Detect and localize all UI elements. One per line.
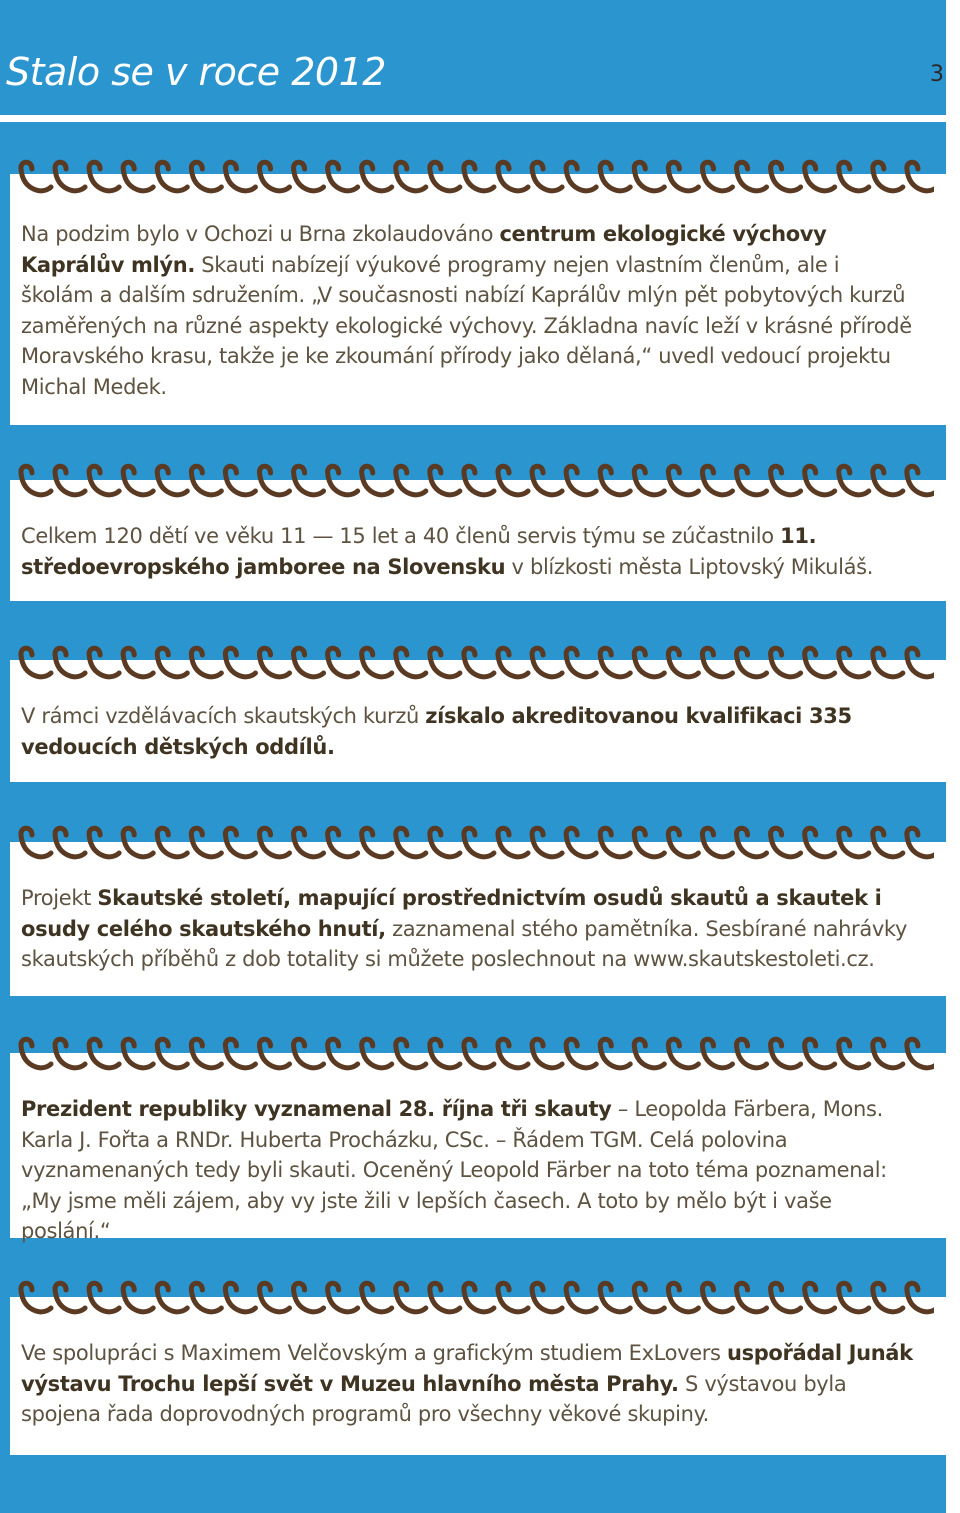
swirl-curl-icon [771, 466, 801, 495]
swirl-curl-icon [225, 1283, 255, 1312]
swirl-curl-icon [55, 1039, 85, 1068]
body-text: Na podzim bylo v Ochozi u Brna zkolaudováno [21, 222, 500, 246]
swirl-curl-icon [464, 648, 494, 677]
swirl-curl-icon [225, 466, 255, 495]
header-divider [0, 115, 946, 122]
swirl-curl-icon [396, 162, 426, 191]
swirl-curl-icon [498, 1283, 528, 1312]
swirl-curl-icon [532, 466, 562, 495]
swirl-curl-icon [771, 1039, 801, 1068]
swirl-curl-icon [191, 648, 221, 677]
swirl-curl-icon [907, 162, 934, 191]
swirl-curl-icon [157, 1283, 187, 1312]
swirl-curl-icon [362, 162, 392, 191]
swirl-curl-icon [225, 162, 255, 191]
swirl-curl-icon [498, 466, 528, 495]
swirl-curl-icon [55, 466, 85, 495]
swirl-curl-icon [634, 162, 664, 191]
swirl-curl-icon [736, 162, 766, 191]
swirl-curl-icon [191, 1283, 221, 1312]
swirl-curl-icon [362, 1039, 392, 1068]
swirl-curl-icon [532, 828, 562, 857]
swirl-curl-icon [464, 828, 494, 857]
swirl-curl-icon [464, 1283, 494, 1312]
swirl-curl-icon [89, 828, 119, 857]
swirl-curl-icon [259, 1039, 289, 1068]
highlight-text: uspořádal Junák výstavu Trochu lepší svět v Muzeu hlavního města Prahy. [21, 1341, 913, 1396]
swirl-curl-icon [294, 1283, 324, 1312]
swirl-curl-icon [498, 162, 528, 191]
swirl-curl-icon [396, 466, 426, 495]
swirl-curl-icon [21, 1039, 51, 1068]
swirl-curl-icon [873, 466, 903, 495]
swirl-curl-icon [21, 648, 51, 677]
page-header [0, 0, 946, 122]
page-number: 3 [930, 62, 944, 87]
swirl-curl-icon [771, 162, 801, 191]
swirl-curl-icon [430, 1283, 460, 1312]
swirl-ornament-icon [14, 820, 934, 864]
swirl-curl-icon [225, 1039, 255, 1068]
swirl-curl-icon [396, 1039, 426, 1068]
swirl-curl-icon [702, 828, 732, 857]
swirl-curl-icon [430, 162, 460, 191]
swirl-curl-icon [566, 466, 596, 495]
swirl-curl-icon [566, 828, 596, 857]
body-text: – Leopolda Färbera, Mons. Karla J. Fořta a RNDr. Huberta Procházku, CSc. – Řádem TGM. Celá polovina vyznamenaných tedy byli skauti. Oceněný Leopold Färber na toto téma poznamenal: „My jsme měli zájem, aby vy jste žili v lepších časech. A toto by mělo být i vaše poslání.“ [21, 1097, 887, 1243]
swirl-curl-icon [600, 466, 630, 495]
swirl-curl-icon [294, 828, 324, 857]
swirl-curl-icon [328, 162, 358, 191]
swirl-ornament-icon [14, 1275, 934, 1319]
swirl-curl-icon [873, 1283, 903, 1312]
swirl-curl-icon [805, 1039, 835, 1068]
swirl-curl-icon [328, 466, 358, 495]
body-text: S výstavou byla spojena řada doprovodných programů pro všechny věkové skupiny. [21, 1371, 847, 1426]
swirl-curl-icon [157, 162, 187, 191]
swirl-curl-icon [430, 648, 460, 677]
swirl-curl-icon [294, 466, 324, 495]
swirl-curl-icon [702, 1283, 732, 1312]
swirl-curl-icon [736, 648, 766, 677]
swirl-curl-icon [259, 162, 289, 191]
swirl-curl-icon [600, 162, 630, 191]
swirl-curl-icon [805, 828, 835, 857]
swirl-curl-icon [771, 648, 801, 677]
news-text-3 [21, 701, 916, 762]
swirl-curl-icon [839, 1039, 869, 1068]
swirl-curl-icon [498, 648, 528, 677]
page-title: Stalo se v roce 2012 [6, 50, 386, 94]
swirl-curl-icon [294, 648, 324, 677]
swirl-curl-icon [668, 466, 698, 495]
swirl-curl-icon [123, 1283, 153, 1312]
swirl-curl-icon [702, 466, 732, 495]
swirl-curl-icon [668, 1283, 698, 1312]
body-text: Skauti nabízejí výukové programy nejen vlastním členům, ale i školám a dalším sdružením. „V současnosti nabízí Kaprálův mlýn pět pobytových kurzů zaměřených na různé aspekty ekologické výchovy. Základna navíc leží v krásné přírodě Moravského krasu, takže je ke zkoumání přírody jako dělaná,“ uvedl vedoucí projektu Michal Medek. [21, 252, 912, 399]
swirl-curl-icon [839, 828, 869, 857]
swirl-curl-icon [362, 1283, 392, 1312]
swirl-curl-icon [191, 162, 221, 191]
highlight-text: Skautské století, mapující prostřednictvím osudů skautů a skautek i osudy celého skautského hnutí, [21, 886, 882, 941]
swirl-curl-icon [430, 466, 460, 495]
swirl-curl-icon [566, 162, 596, 191]
swirl-ornament-icon [14, 458, 934, 502]
swirl-curl-icon [328, 828, 358, 857]
swirl-curl-icon [736, 466, 766, 495]
news-text-1 [21, 219, 916, 402]
swirl-curl-icon [21, 1283, 51, 1312]
highlight-text: Prezident republiky vyznamenal 28. října tři skauty [21, 1097, 612, 1121]
swirl-curl-icon [498, 1039, 528, 1068]
swirl-curl-icon [362, 466, 392, 495]
swirl-curl-icon [702, 162, 732, 191]
swirl-curl-icon [259, 466, 289, 495]
swirl-curl-icon [157, 828, 187, 857]
swirl-curl-icon [907, 1283, 934, 1312]
swirl-curl-icon [225, 828, 255, 857]
swirl-curl-icon [839, 162, 869, 191]
news-text-5 [21, 1094, 916, 1247]
swirl-curl-icon [532, 648, 562, 677]
swirl-curl-icon [600, 648, 630, 677]
swirl-curl-icon [873, 648, 903, 677]
swirl-curl-icon [736, 1039, 766, 1068]
swirl-curl-icon [805, 648, 835, 677]
swirl-curl-icon [362, 648, 392, 677]
swirl-curl-icon [736, 1283, 766, 1312]
body-text: zaznamenal stého pamětníka. Sesbírané nahrávky skautských příběhů z dob totality si můžete poslechnout na www.skautskestoleti.cz. [21, 916, 908, 971]
swirl-curl-icon [805, 466, 835, 495]
swirl-curl-icon [771, 828, 801, 857]
swirl-curl-icon [634, 1039, 664, 1068]
news-text-6 [21, 1338, 916, 1430]
swirl-curl-icon [498, 828, 528, 857]
swirl-curl-icon [600, 1039, 630, 1068]
swirl-curl-icon [294, 162, 324, 191]
swirl-curl-icon [805, 162, 835, 191]
highlight-text: získalo akreditovanou kvalifikaci 335 vedoucích dětských oddílů. [21, 704, 852, 759]
swirl-curl-icon [839, 648, 869, 677]
swirl-curl-icon [668, 1039, 698, 1068]
swirl-curl-icon [668, 162, 698, 191]
swirl-curl-icon [532, 162, 562, 191]
swirl-curl-icon [702, 648, 732, 677]
swirl-curl-icon [55, 828, 85, 857]
swirl-curl-icon [907, 466, 934, 495]
swirl-curl-icon [123, 466, 153, 495]
swirl-curl-icon [873, 1039, 903, 1068]
swirl-curl-icon [191, 466, 221, 495]
swirl-curl-icon [873, 162, 903, 191]
swirl-curl-icon [21, 162, 51, 191]
swirl-curl-icon [396, 648, 426, 677]
swirl-curl-icon [839, 466, 869, 495]
body-text: Projekt [21, 886, 98, 910]
swirl-curl-icon [294, 1039, 324, 1068]
swirl-curl-icon [259, 1283, 289, 1312]
swirl-curl-icon [89, 466, 119, 495]
swirl-curl-icon [123, 648, 153, 677]
swirl-curl-icon [21, 466, 51, 495]
swirl-curl-icon [566, 1039, 596, 1068]
highlight-text: centrum ekologické výchovy Kaprálův mlýn. [21, 222, 827, 277]
swirl-curl-icon [259, 648, 289, 677]
swirl-curl-icon [328, 1039, 358, 1068]
swirl-curl-icon [191, 828, 221, 857]
swirl-curl-icon [702, 1039, 732, 1068]
swirl-curl-icon [55, 648, 85, 677]
swirl-curl-icon [600, 828, 630, 857]
body-text: v blízkosti města Liptovský Mikuláš. [505, 554, 874, 579]
swirl-curl-icon [805, 1283, 835, 1312]
swirl-curl-icon [89, 162, 119, 191]
swirl-curl-icon [89, 648, 119, 677]
swirl-curl-icon [634, 466, 664, 495]
swirl-curl-icon [396, 828, 426, 857]
swirl-curl-icon [157, 466, 187, 495]
swirl-curl-icon [259, 828, 289, 857]
swirl-curl-icon [839, 1283, 869, 1312]
body-text: Celkem 120 dětí ve věku 11 — 15 let a 40 členů servis týmu se zúčastnilo [21, 524, 781, 548]
body-text: V rámci vzdělávacích skautských kurzů [21, 704, 426, 728]
highlight-text: 11. středoevropského jamboree na Slovensku [21, 524, 817, 579]
swirl-curl-icon [771, 1283, 801, 1312]
swirl-curl-icon [566, 1283, 596, 1312]
swirl-curl-icon [634, 648, 664, 677]
swirl-curl-icon [123, 1039, 153, 1068]
swirl-curl-icon [907, 828, 934, 857]
swirl-curl-icon [396, 1283, 426, 1312]
swirl-curl-icon [464, 1039, 494, 1068]
swirl-curl-icon [89, 1283, 119, 1312]
swirl-curl-icon [634, 1283, 664, 1312]
swirl-curl-icon [157, 1039, 187, 1068]
swirl-curl-icon [89, 1039, 119, 1068]
swirl-curl-icon [430, 1039, 460, 1068]
swirl-curl-icon [907, 648, 934, 677]
swirl-curl-icon [157, 648, 187, 677]
swirl-curl-icon [566, 648, 596, 677]
swirl-curl-icon [668, 648, 698, 677]
swirl-curl-icon [464, 466, 494, 495]
swirl-curl-icon [21, 828, 51, 857]
swirl-ornament-icon [14, 640, 934, 684]
swirl-curl-icon [532, 1283, 562, 1312]
news-text-2 [21, 521, 916, 582]
body-text: Ve spolupráci s Maximem Velčovským a grafickým studiem ExLovers [21, 1341, 727, 1365]
swirl-curl-icon [430, 828, 460, 857]
swirl-curl-icon [736, 828, 766, 857]
swirl-ornament-icon [14, 1031, 934, 1075]
swirl-curl-icon [191, 1039, 221, 1068]
swirl-curl-icon [873, 828, 903, 857]
swirl-curl-icon [634, 828, 664, 857]
swirl-ornament-icon [14, 154, 934, 198]
news-text-4 [21, 883, 916, 975]
swirl-curl-icon [225, 648, 255, 677]
swirl-curl-icon [668, 828, 698, 857]
swirl-curl-icon [328, 648, 358, 677]
swirl-curl-icon [532, 1039, 562, 1068]
swirl-curl-icon [464, 162, 494, 191]
swirl-curl-icon [600, 1283, 630, 1312]
swirl-curl-icon [123, 828, 153, 857]
swirl-curl-icon [328, 1283, 358, 1312]
swirl-curl-icon [362, 828, 392, 857]
swirl-curl-icon [123, 162, 153, 191]
swirl-curl-icon [907, 1039, 934, 1068]
swirl-curl-icon [55, 162, 85, 191]
swirl-curl-icon [55, 1283, 85, 1312]
